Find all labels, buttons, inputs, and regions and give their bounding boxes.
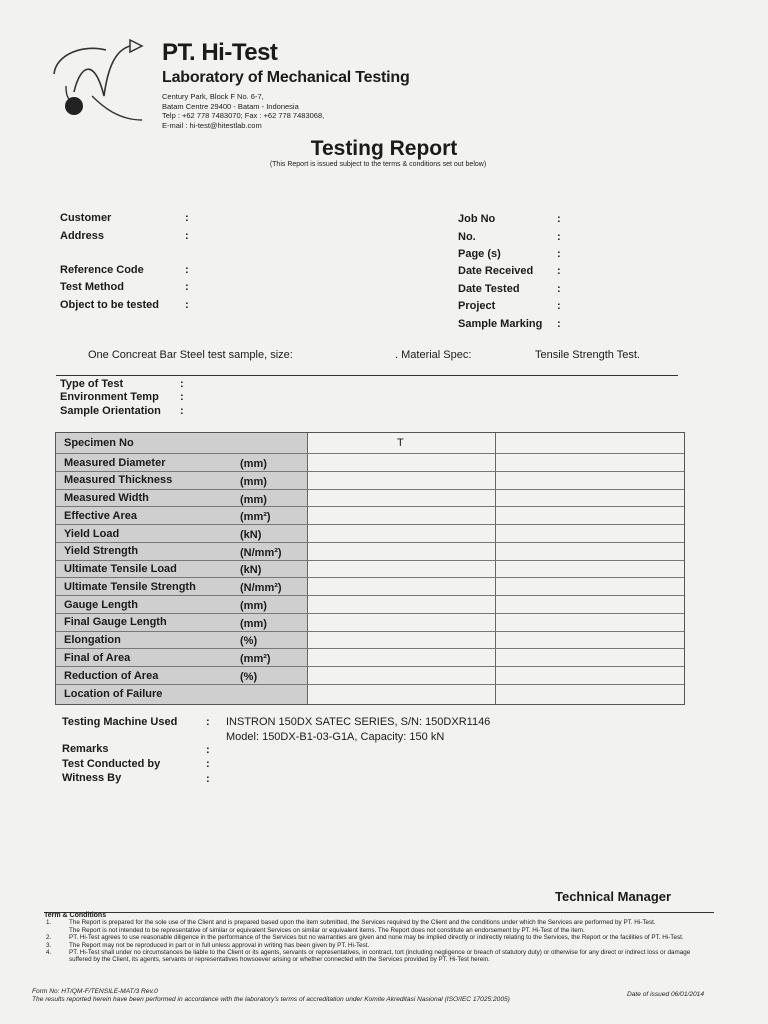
table-row-unit: (mm) — [240, 618, 267, 630]
terms-item — [44, 927, 714, 934]
terms-item — [44, 949, 714, 964]
form-number: Form No: HT/QM-F/TENSILE-MAT/3 Rev.0 — [32, 988, 158, 995]
test-conducted-by-colon: : — [206, 758, 210, 770]
table-row-line — [56, 453, 684, 454]
results-table — [55, 432, 685, 705]
table-row-unit: (N/mm²) — [240, 582, 282, 594]
date-tested-label: Date Tested — [458, 283, 520, 295]
table-row-unit: (mm²) — [240, 511, 271, 523]
report-title: Testing Report — [310, 137, 458, 160]
company-name: PT. Hi-Test — [162, 39, 278, 66]
customer-colon: : — [185, 212, 189, 224]
table-row-unit: (mm) — [240, 494, 267, 506]
table-row-line — [56, 524, 684, 525]
company-address — [162, 92, 410, 130]
test-method-colon: : — [185, 281, 189, 293]
table-row-unit: (kN) — [240, 529, 262, 541]
table-row-line — [56, 595, 684, 596]
pages-colon: : — [557, 248, 561, 260]
table-row-name: Gauge Length — [64, 599, 138, 611]
type-of-test-label: Type of Test — [60, 378, 124, 390]
test-method-label: Test Method — [60, 281, 124, 293]
table-row-line — [56, 684, 684, 685]
address-line: Century Park, Block F No. 6-7, — [162, 92, 264, 101]
table-row-name: Ultimate Tensile Strength — [64, 581, 196, 593]
testing-machine-label: Testing Machine Used — [62, 716, 178, 728]
table-row-unit: (mm) — [240, 600, 267, 612]
table-row-line — [56, 631, 684, 632]
terms-item — [44, 919, 714, 926]
environment-temp-colon: : — [180, 391, 184, 403]
job-no-label: Job No — [458, 213, 496, 225]
table-row-name: Yield Load — [64, 528, 120, 540]
address-label: Address — [60, 230, 105, 242]
terms-item — [44, 942, 714, 949]
remarks-label: Remarks — [62, 743, 109, 755]
terms-heading: Term & Conditions — [44, 912, 107, 919]
date-issued: Date of issued 06/01/2014 — [627, 991, 704, 998]
material-spec: . Material Spec: — [395, 349, 472, 361]
table-row-unit: (mm) — [240, 458, 267, 470]
terms-item-text: The Report is prepared for the sole use of the Client and is prepared based upon the item submitted, the Services required by the Client and the conditions under which the Services are performed by PT. Hi-Test. — [69, 919, 656, 927]
table-row-unit: (%) — [240, 671, 258, 683]
date-received-label: Date Received — [458, 265, 534, 277]
table-row-name: Ultimate Tensile Load — [64, 563, 177, 575]
specimen-no-label: Specimen No — [64, 437, 134, 449]
hi-test-logo-icon — [44, 36, 146, 126]
sample-orientation-label: Sample Orientation — [60, 405, 161, 417]
witness-by-label: Witness By — [62, 772, 122, 784]
column-divider — [495, 433, 496, 704]
remarks-colon: : — [206, 744, 210, 756]
table-row-name: Effective Area — [64, 510, 137, 522]
table-row-name: Location of Failure — [64, 688, 163, 700]
sample-description: One Concreat Bar Steel test sample, size: — [88, 349, 293, 361]
environment-temp-label: Environment Temp — [60, 391, 159, 403]
object-tested-label: Object to be tested — [60, 299, 160, 311]
column-divider — [307, 433, 308, 704]
table-row-unit: (kN) — [240, 564, 262, 576]
project-colon: : — [557, 300, 561, 312]
testing-machine-line1: INSTRON 150DX SATEC SERIES, S/N: 150DXR1146 — [226, 716, 491, 728]
divider-line — [56, 375, 678, 376]
testing-machine-line2: Model: 150DX-B1-03-G1A, Capacity: 150 kN — [226, 731, 445, 743]
date-received-colon: : — [557, 265, 561, 277]
sample-orientation-colon: : — [180, 405, 184, 417]
table-row-name: Final Gauge Length — [64, 616, 167, 628]
terms-item-text: The Report may not be reproduced in part or in full unless approval in writing has been given by PT. Hi-Test. — [69, 941, 370, 949]
reference-code-colon: : — [185, 264, 189, 276]
pages-label: Page (s) — [458, 248, 501, 260]
technical-manager-signature-label: Technical Manager — [555, 889, 672, 904]
table-row-name: Measured Diameter — [64, 457, 166, 469]
table-row-line — [56, 648, 684, 649]
accreditation-note: The results reported herein have been performed in accordance with the laboratory's terms of accreditation under Komite Akreditasi Nasional (ISO/IEC 17025:2005) — [32, 996, 510, 1003]
table-row-name: Measured Width — [64, 492, 149, 504]
table-row-line — [56, 542, 684, 543]
table-row-name: Reduction of Area — [64, 670, 159, 682]
terms-item-number: 3. — [46, 941, 52, 949]
table-row-line — [56, 506, 684, 507]
email-line: E-mail : hi-test@hitestlab.com — [162, 120, 262, 130]
address-line: Batam Centre 29400 - Batam - Indonesia — [162, 101, 299, 111]
specimen-no-value: T — [397, 437, 404, 449]
terms-item-number: 4. — [46, 949, 52, 957]
sample-marking-label: Sample Marking — [458, 318, 543, 330]
test-conducted-by-label: Test Conducted by — [62, 758, 161, 770]
witness-by-colon: : — [206, 773, 210, 785]
customer-label: Customer — [60, 212, 112, 224]
terms-item-text: PT. Hi-Test shall under no circumstances be liable to the Client or its agents, servants or representatives, in contract, tort (including negligence or breach of statutory duty) or otherwise for any direct or indirect loss or damage suffered by the Client, its agents, servants or representatives howsoever arising or whether connected with the Services provided by PT. Hi-Test herein. — [69, 949, 691, 964]
test-name: Tensile Strength Test. — [535, 349, 640, 361]
terms-item-text: PT. Hi-Test agrees to use reasonable diligence in the performance of the Services but no warranties are given and none may be implied directly or indirectly relating to the Services, the Report or the facilities of PT. Hi-Test. — [69, 934, 684, 942]
report-no-colon: : — [557, 231, 561, 243]
lab-name: Laboratory of Mechanical Testing — [162, 69, 410, 86]
object-tested-colon: : — [185, 299, 189, 311]
company-header — [162, 40, 410, 130]
table-row-name: Yield Strength — [64, 545, 139, 557]
table-row-line — [56, 613, 684, 614]
job-no-colon: : — [557, 213, 561, 225]
table-row-unit: (%) — [240, 635, 258, 647]
project-label: Project — [458, 300, 496, 312]
table-row-name: Measured Thickness — [64, 474, 173, 486]
table-row-line — [56, 489, 684, 490]
testing-machine-colon: : — [206, 716, 210, 728]
sample-marking-colon: : — [557, 318, 561, 330]
reference-code-label: Reference Code — [60, 264, 144, 276]
type-of-test-colon: : — [180, 378, 184, 390]
table-row-unit: (mm) — [240, 476, 267, 488]
table-row-line — [56, 577, 684, 578]
table-row-unit: (N/mm²) — [240, 547, 282, 559]
table-row-line — [56, 471, 684, 472]
report-no-label: No. — [458, 231, 476, 243]
table-row-name: Final of Area — [64, 652, 131, 664]
terms-and-conditions — [44, 912, 714, 964]
table-row-unit: (mm²) — [240, 653, 271, 665]
terms-item — [44, 934, 714, 941]
table-row-line — [56, 666, 684, 667]
table-row-line — [56, 560, 684, 561]
table-row-name: Elongation — [64, 634, 121, 646]
report-subtitle: (This Report is issued subject to the terms & conditions set out below) — [269, 161, 487, 168]
terms-item-text: The Report is not intended to be representative of similar or equivalent Services on similar or equivalent items. The Report does not constitute an endorsement by PT. Hi-Test of the item. — [69, 926, 585, 934]
terms-item-number: 1. — [46, 919, 52, 927]
address-colon: : — [185, 230, 189, 242]
terms-item-number: 2. — [46, 934, 52, 942]
address-line: Telp : +62 778 7483070; Fax : +62 778 7483068, — [162, 111, 325, 120]
date-tested-colon: : — [557, 283, 561, 295]
